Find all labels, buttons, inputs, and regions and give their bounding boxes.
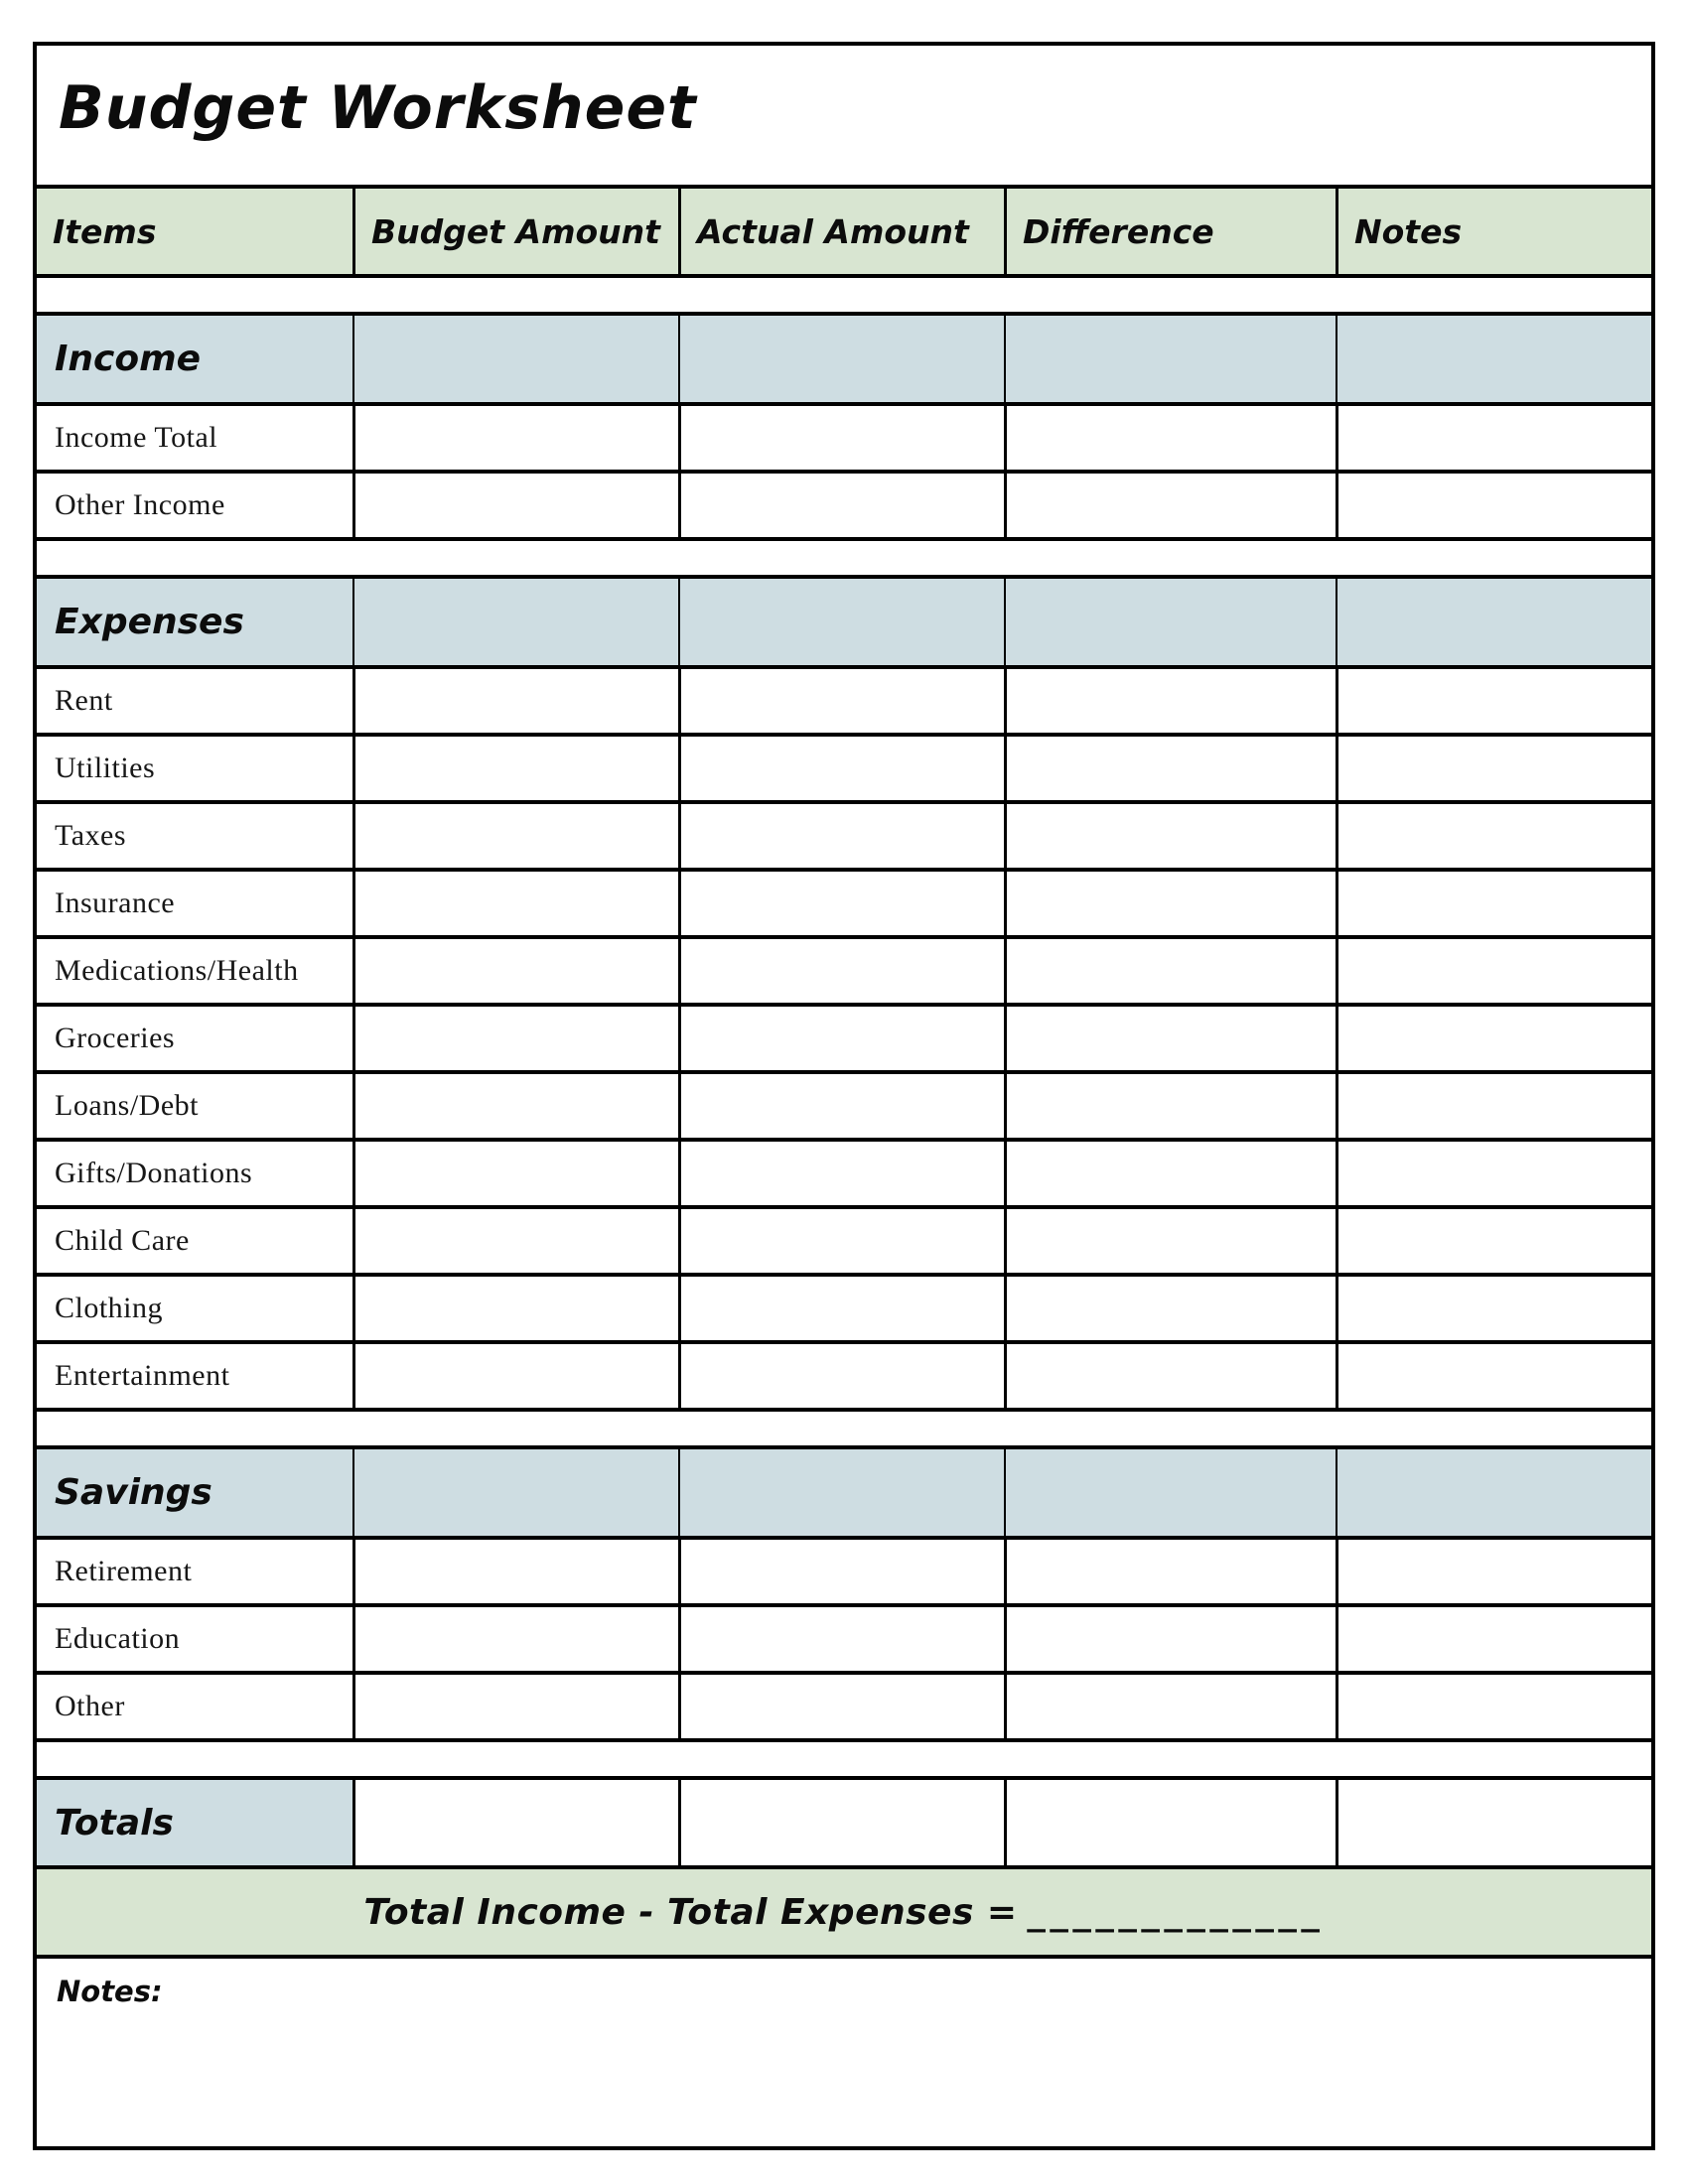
table-row-retirement <box>37 1536 1651 1603</box>
actual-amount-cell <box>678 1277 1004 1340</box>
difference-cell <box>1004 1607 1336 1671</box>
actual-amount-cell <box>678 1607 1004 1671</box>
spacer-row <box>37 1738 1651 1776</box>
row-label: Loans/Debt <box>55 1089 199 1122</box>
notes-cell <box>1336 579 1651 665</box>
budget-amount-cell <box>352 1540 678 1603</box>
budget-amount-cell <box>352 1449 678 1536</box>
column-header-budget-amount: Budget Amount <box>371 211 660 251</box>
section-header-savings <box>37 1445 1651 1536</box>
difference-cell <box>1004 1142 1336 1205</box>
row-label: Entertainment <box>55 1359 230 1392</box>
budget-amount-cell <box>352 406 678 470</box>
section-header-expenses <box>37 575 1651 665</box>
notes-cell <box>1336 1675 1651 1738</box>
row-label: Rent <box>55 684 113 717</box>
notes-cell <box>1336 872 1651 935</box>
notes-cell <box>1336 1540 1651 1603</box>
notes-cell <box>1336 1607 1651 1671</box>
table-row-clothing <box>37 1273 1651 1340</box>
spacer-row <box>37 274 1651 312</box>
actual-amount-cell <box>678 1540 1004 1603</box>
difference-cell <box>1004 1344 1336 1408</box>
row-label: Gifts/Donations <box>55 1157 253 1189</box>
budget-amount-cell <box>352 1344 678 1408</box>
budget-amount-cell <box>352 1074 678 1138</box>
budget-amount-cell <box>352 804 678 868</box>
actual-amount-cell <box>678 1074 1004 1138</box>
notes-cell <box>1336 474 1651 537</box>
row-label: Retirement <box>55 1555 193 1587</box>
notes-cell <box>1336 1007 1651 1070</box>
actual-amount-cell <box>678 316 1004 402</box>
difference-cell <box>1004 579 1336 665</box>
budget-amount-cell <box>352 1675 678 1738</box>
row-label: Clothing <box>55 1292 164 1324</box>
budget-worksheet-page <box>33 42 1655 2150</box>
budget-amount-cell <box>352 316 678 402</box>
budget-amount-cell <box>352 1780 678 1865</box>
budget-amount-cell <box>352 1607 678 1671</box>
difference-cell <box>1004 1007 1336 1070</box>
difference-cell <box>1004 1074 1336 1138</box>
notes-cell <box>1336 1142 1651 1205</box>
budget-amount-cell <box>352 737 678 800</box>
row-label: Other Income <box>55 488 225 521</box>
actual-amount-cell <box>678 1675 1004 1738</box>
notes-cell <box>1336 804 1651 868</box>
difference-cell <box>1004 316 1336 402</box>
actual-amount-cell <box>678 1780 1004 1865</box>
difference-cell <box>1004 1277 1336 1340</box>
budget-amount-cell <box>352 1277 678 1340</box>
column-header-row <box>37 185 1651 274</box>
table-row-education <box>37 1603 1651 1671</box>
section-header-income <box>37 312 1651 402</box>
actual-amount-cell <box>678 1209 1004 1273</box>
totals-row <box>37 1776 1651 1865</box>
title-row <box>37 46 1651 185</box>
notes-cell <box>1336 1449 1651 1536</box>
difference-cell <box>1004 1449 1336 1536</box>
section-label-savings: Savings <box>55 1472 212 1513</box>
table-row-gifts-donations <box>37 1138 1651 1205</box>
row-label: Income Total <box>55 421 218 454</box>
notes-cell <box>1336 737 1651 800</box>
difference-cell <box>1004 406 1336 470</box>
budget-amount-cell <box>352 1142 678 1205</box>
notes-cell <box>1336 1209 1651 1273</box>
actual-amount-cell <box>678 737 1004 800</box>
notes-cell <box>1336 1780 1651 1865</box>
notes-area <box>37 1955 1651 2146</box>
section-label-expenses: Expenses <box>55 602 244 642</box>
budget-amount-cell <box>352 1209 678 1273</box>
table-row-loans-debt <box>37 1070 1651 1138</box>
table-row-utilities <box>37 733 1651 800</box>
actual-amount-cell <box>678 1142 1004 1205</box>
difference-cell <box>1004 1780 1336 1865</box>
budget-amount-cell <box>352 1007 678 1070</box>
summary-formula: Total Income - Total Expenses = <box>363 1891 1018 1933</box>
row-label: Taxes <box>55 819 127 852</box>
table-row-income-total <box>37 402 1651 470</box>
difference-cell <box>1004 1209 1336 1273</box>
row-label: Education <box>55 1622 181 1655</box>
row-label: Medications/Health <box>55 954 299 987</box>
table-row-insurance <box>37 868 1651 935</box>
table-row-medications-health <box>37 935 1651 1003</box>
spacer-row <box>37 537 1651 575</box>
difference-cell <box>1004 474 1336 537</box>
actual-amount-cell <box>678 669 1004 733</box>
row-label: Other <box>55 1690 125 1722</box>
actual-amount-cell <box>678 1449 1004 1536</box>
section-label-totals: Totals <box>55 1802 174 1843</box>
notes-cell <box>1336 316 1651 402</box>
difference-cell <box>1004 737 1336 800</box>
difference-cell <box>1004 804 1336 868</box>
row-label: Child Care <box>55 1224 190 1257</box>
budget-amount-cell <box>352 474 678 537</box>
difference-cell <box>1004 1675 1336 1738</box>
actual-amount-cell <box>678 474 1004 537</box>
notes-cell <box>1336 1344 1651 1408</box>
budget-amount-cell <box>352 669 678 733</box>
actual-amount-cell <box>678 406 1004 470</box>
row-label: Insurance <box>55 887 176 919</box>
column-header-items: Items <box>53 211 157 251</box>
table-row-taxes <box>37 800 1651 868</box>
notes-cell <box>1336 669 1651 733</box>
table-row-other-income <box>37 470 1651 537</box>
table-row-other <box>37 1671 1651 1738</box>
actual-amount-cell <box>678 1344 1004 1408</box>
actual-amount-cell <box>678 579 1004 665</box>
difference-cell <box>1004 939 1336 1003</box>
actual-amount-cell <box>678 939 1004 1003</box>
notes-cell <box>1336 1074 1651 1138</box>
table-row-child-care <box>37 1205 1651 1273</box>
section-label-income: Income <box>55 339 202 379</box>
actual-amount-cell <box>678 872 1004 935</box>
column-header-difference: Difference <box>1023 211 1214 251</box>
budget-amount-cell <box>352 872 678 935</box>
actual-amount-cell <box>678 1007 1004 1070</box>
table-row-rent <box>37 665 1651 733</box>
budget-amount-cell <box>352 939 678 1003</box>
notes-cell <box>1336 1277 1651 1340</box>
row-label: Groceries <box>55 1022 176 1054</box>
summary-bar <box>37 1865 1651 1955</box>
difference-cell <box>1004 1540 1336 1603</box>
column-header-notes: Notes <box>1354 211 1463 251</box>
column-header-actual-amount: Actual Amount <box>697 211 969 251</box>
notes-cell <box>1336 939 1651 1003</box>
spacer-row <box>37 1408 1651 1445</box>
table-row-groceries <box>37 1003 1651 1070</box>
actual-amount-cell <box>678 804 1004 868</box>
notes-cell <box>1336 406 1651 470</box>
table-row-entertainment <box>37 1340 1651 1408</box>
difference-cell <box>1004 669 1336 733</box>
budget-amount-cell <box>352 579 678 665</box>
page-title: Budget Worksheet <box>59 73 697 143</box>
notes-label: Notes: <box>57 1975 163 2008</box>
summary-blank-line: _____________ <box>1027 1891 1325 1933</box>
row-label: Utilities <box>55 751 156 784</box>
difference-cell <box>1004 872 1336 935</box>
